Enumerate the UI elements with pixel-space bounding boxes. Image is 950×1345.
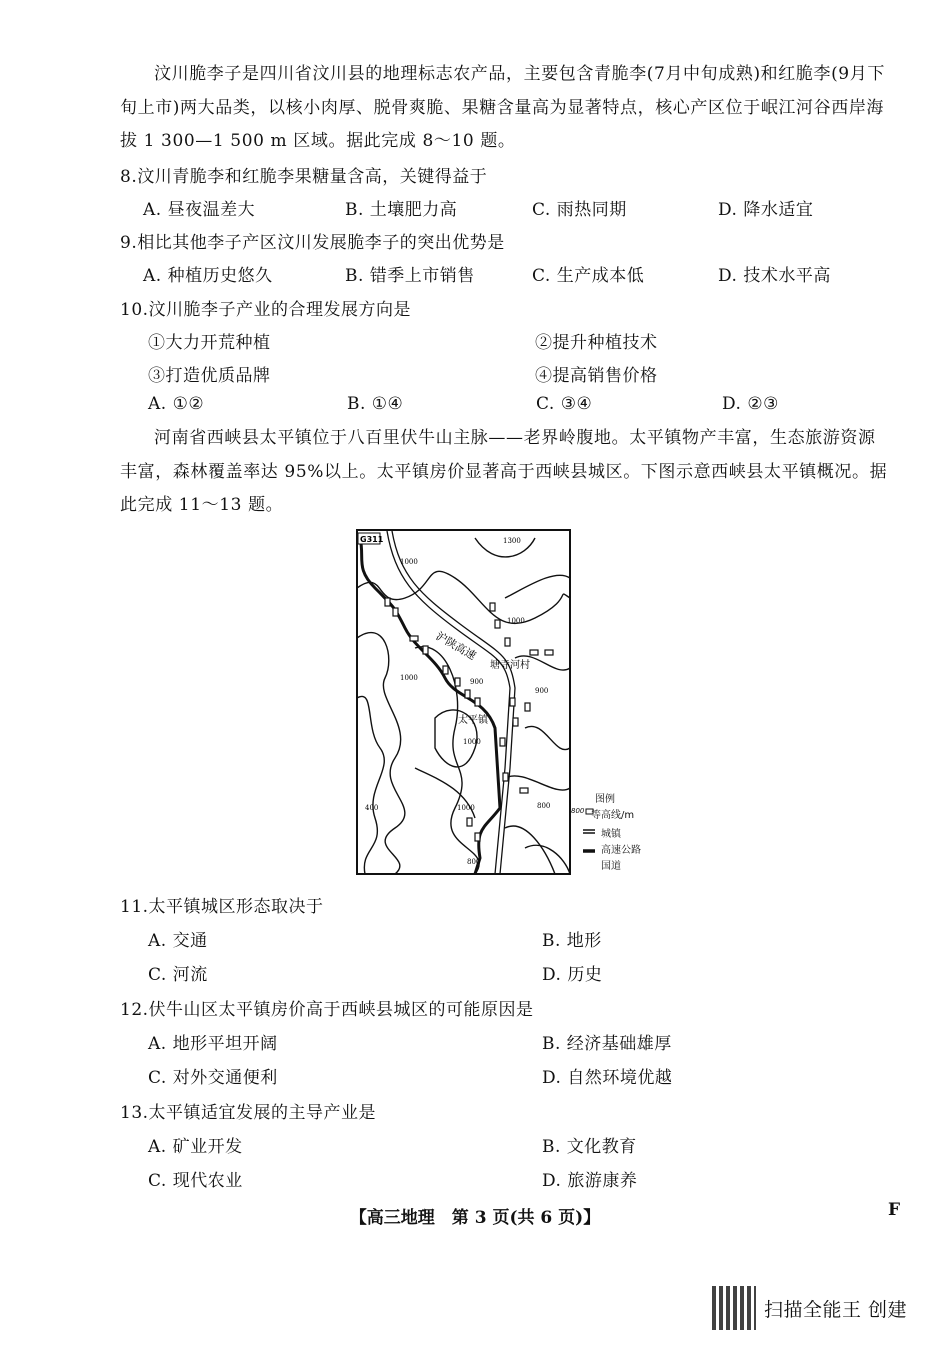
page-footer: 【高三地理 第 3 页(共 6 页)】 <box>349 1208 601 1228</box>
contour-800-b: 800 <box>467 858 481 866</box>
qr-code-icon <box>712 1286 756 1330</box>
q10-option-c: C. ③④ <box>536 394 593 414</box>
q12-option-d: D. 自然环境优越 <box>542 1068 673 1088</box>
town-label: 太平镇 <box>458 715 488 726</box>
legend-expressway: 高速公路 <box>601 845 641 856</box>
q8-stem: 8.汶川青脆李和红脆李果糖量含高，关键得益于 <box>120 167 488 187</box>
q10-item-1: ①大力开荒种植 <box>148 333 271 353</box>
q9-option-b: B. 错季上市销售 <box>345 266 475 286</box>
q8-option-d: D. 降水适宜 <box>718 200 814 220</box>
q13-option-a: A. 矿业开发 <box>148 1137 243 1157</box>
contour-1300: 1300 <box>503 537 521 545</box>
contour-800-a: 800 <box>537 802 551 810</box>
q13-option-d: D. 旅游康养 <box>542 1171 638 1191</box>
q10-item-2: ②提升种植技术 <box>535 333 658 353</box>
contour-1000-c: 1000 <box>463 738 481 746</box>
q9-option-a: A. 种植历史悠久 <box>143 266 273 286</box>
q9-stem: 9.相比其他李子产区汶川发展脆李子的突出优势是 <box>120 233 505 253</box>
q11-option-c: C. 河流 <box>148 965 208 985</box>
q10-item-4: ④提高销售价格 <box>535 366 658 386</box>
passage-2: 河南省西峡县太平镇位于八百里伏牛山主脉——老界岭腹地。太平镇物产丰富，生态旅游资源丰富，森林覆盖率达 95%以上。太平镇房价显著高于西峡县城区。下图示意西峡县太平镇概况。据此完成 11～13 题。 <box>120 428 888 515</box>
q12-stem: 12.伏牛山区太平镇房价高于西峡县城区的可能原因是 <box>120 1000 534 1020</box>
version-letter: F <box>888 1200 901 1220</box>
q12-option-a: A. 地形平坦开阔 <box>148 1034 278 1054</box>
legend-title: 图例 <box>595 794 615 805</box>
q13-stem: 13.太平镇适宜发展的主导产业是 <box>120 1103 377 1123</box>
q13-option-c: C. 现代农业 <box>148 1171 243 1191</box>
q11-option-b: B. 地形 <box>542 931 602 951</box>
q10-option-a: A. ①② <box>148 394 205 414</box>
legend-contour-sample: 800 <box>571 807 585 815</box>
scanner-watermark: 扫描全能王 创建 <box>764 1299 908 1321</box>
passage-1: 汶川脆李子是四川省汶川县的地理标志农产品，主要包含青脆李(7月中旬成熟)和红脆李(9月下旬上市)两大品类，以核小肉厚、脱骨爽脆、果糖含量高为显著特点，核心产区位于岷江河谷西岸海拔 1 300—1 500 m 区域。据此完成 8～10 题。 <box>120 64 885 151</box>
legend-national-road: 国道 <box>601 861 621 872</box>
q10-option-b: B. ①④ <box>347 394 404 414</box>
q11-stem: 11.太平镇城区形态取决于 <box>120 897 324 917</box>
q12-option-b: B. 经济基础雄厚 <box>542 1034 672 1054</box>
legend-contour: 等高线/m <box>591 810 635 821</box>
contour-1000-a: 1000 <box>400 558 418 566</box>
q9-option-c: C. 生产成本低 <box>532 266 645 286</box>
q8-option-c: C. 雨热同期 <box>532 200 627 220</box>
q12-option-c: C. 对外交通便利 <box>148 1068 278 1088</box>
q9-option-d: D. 技术水平高 <box>718 266 831 286</box>
q11-option-d: D. 历史 <box>542 965 603 985</box>
g311-label: G311 <box>360 535 384 544</box>
q11-option-a: A. 交通 <box>148 931 208 951</box>
q10-stem: 10.汶川脆李子产业的合理发展方向是 <box>120 300 412 320</box>
contour-900-a: 900 <box>470 678 484 686</box>
village-label: 塘寺河村 <box>490 660 530 671</box>
expressway-label: 沪陕高速 <box>433 629 479 663</box>
contour-400: 400 <box>365 804 379 812</box>
q13-option-b: B. 文化教育 <box>542 1137 637 1157</box>
contour-900-b: 900 <box>535 687 549 695</box>
contour-1000-d: 1000 <box>457 804 475 812</box>
taiping-town-map <box>355 528 655 882</box>
legend-town: 城镇 <box>601 829 621 840</box>
contour-1000-b: 1000 <box>400 674 418 682</box>
q10-item-3: ③打造优质品牌 <box>148 366 271 386</box>
contour-1000-e: 1000 <box>507 617 525 625</box>
q10-option-d: D. ②③ <box>722 394 779 414</box>
q8-option-b: B. 土壤肥力高 <box>345 200 458 220</box>
q8-option-a: A. 昼夜温差大 <box>143 200 256 220</box>
